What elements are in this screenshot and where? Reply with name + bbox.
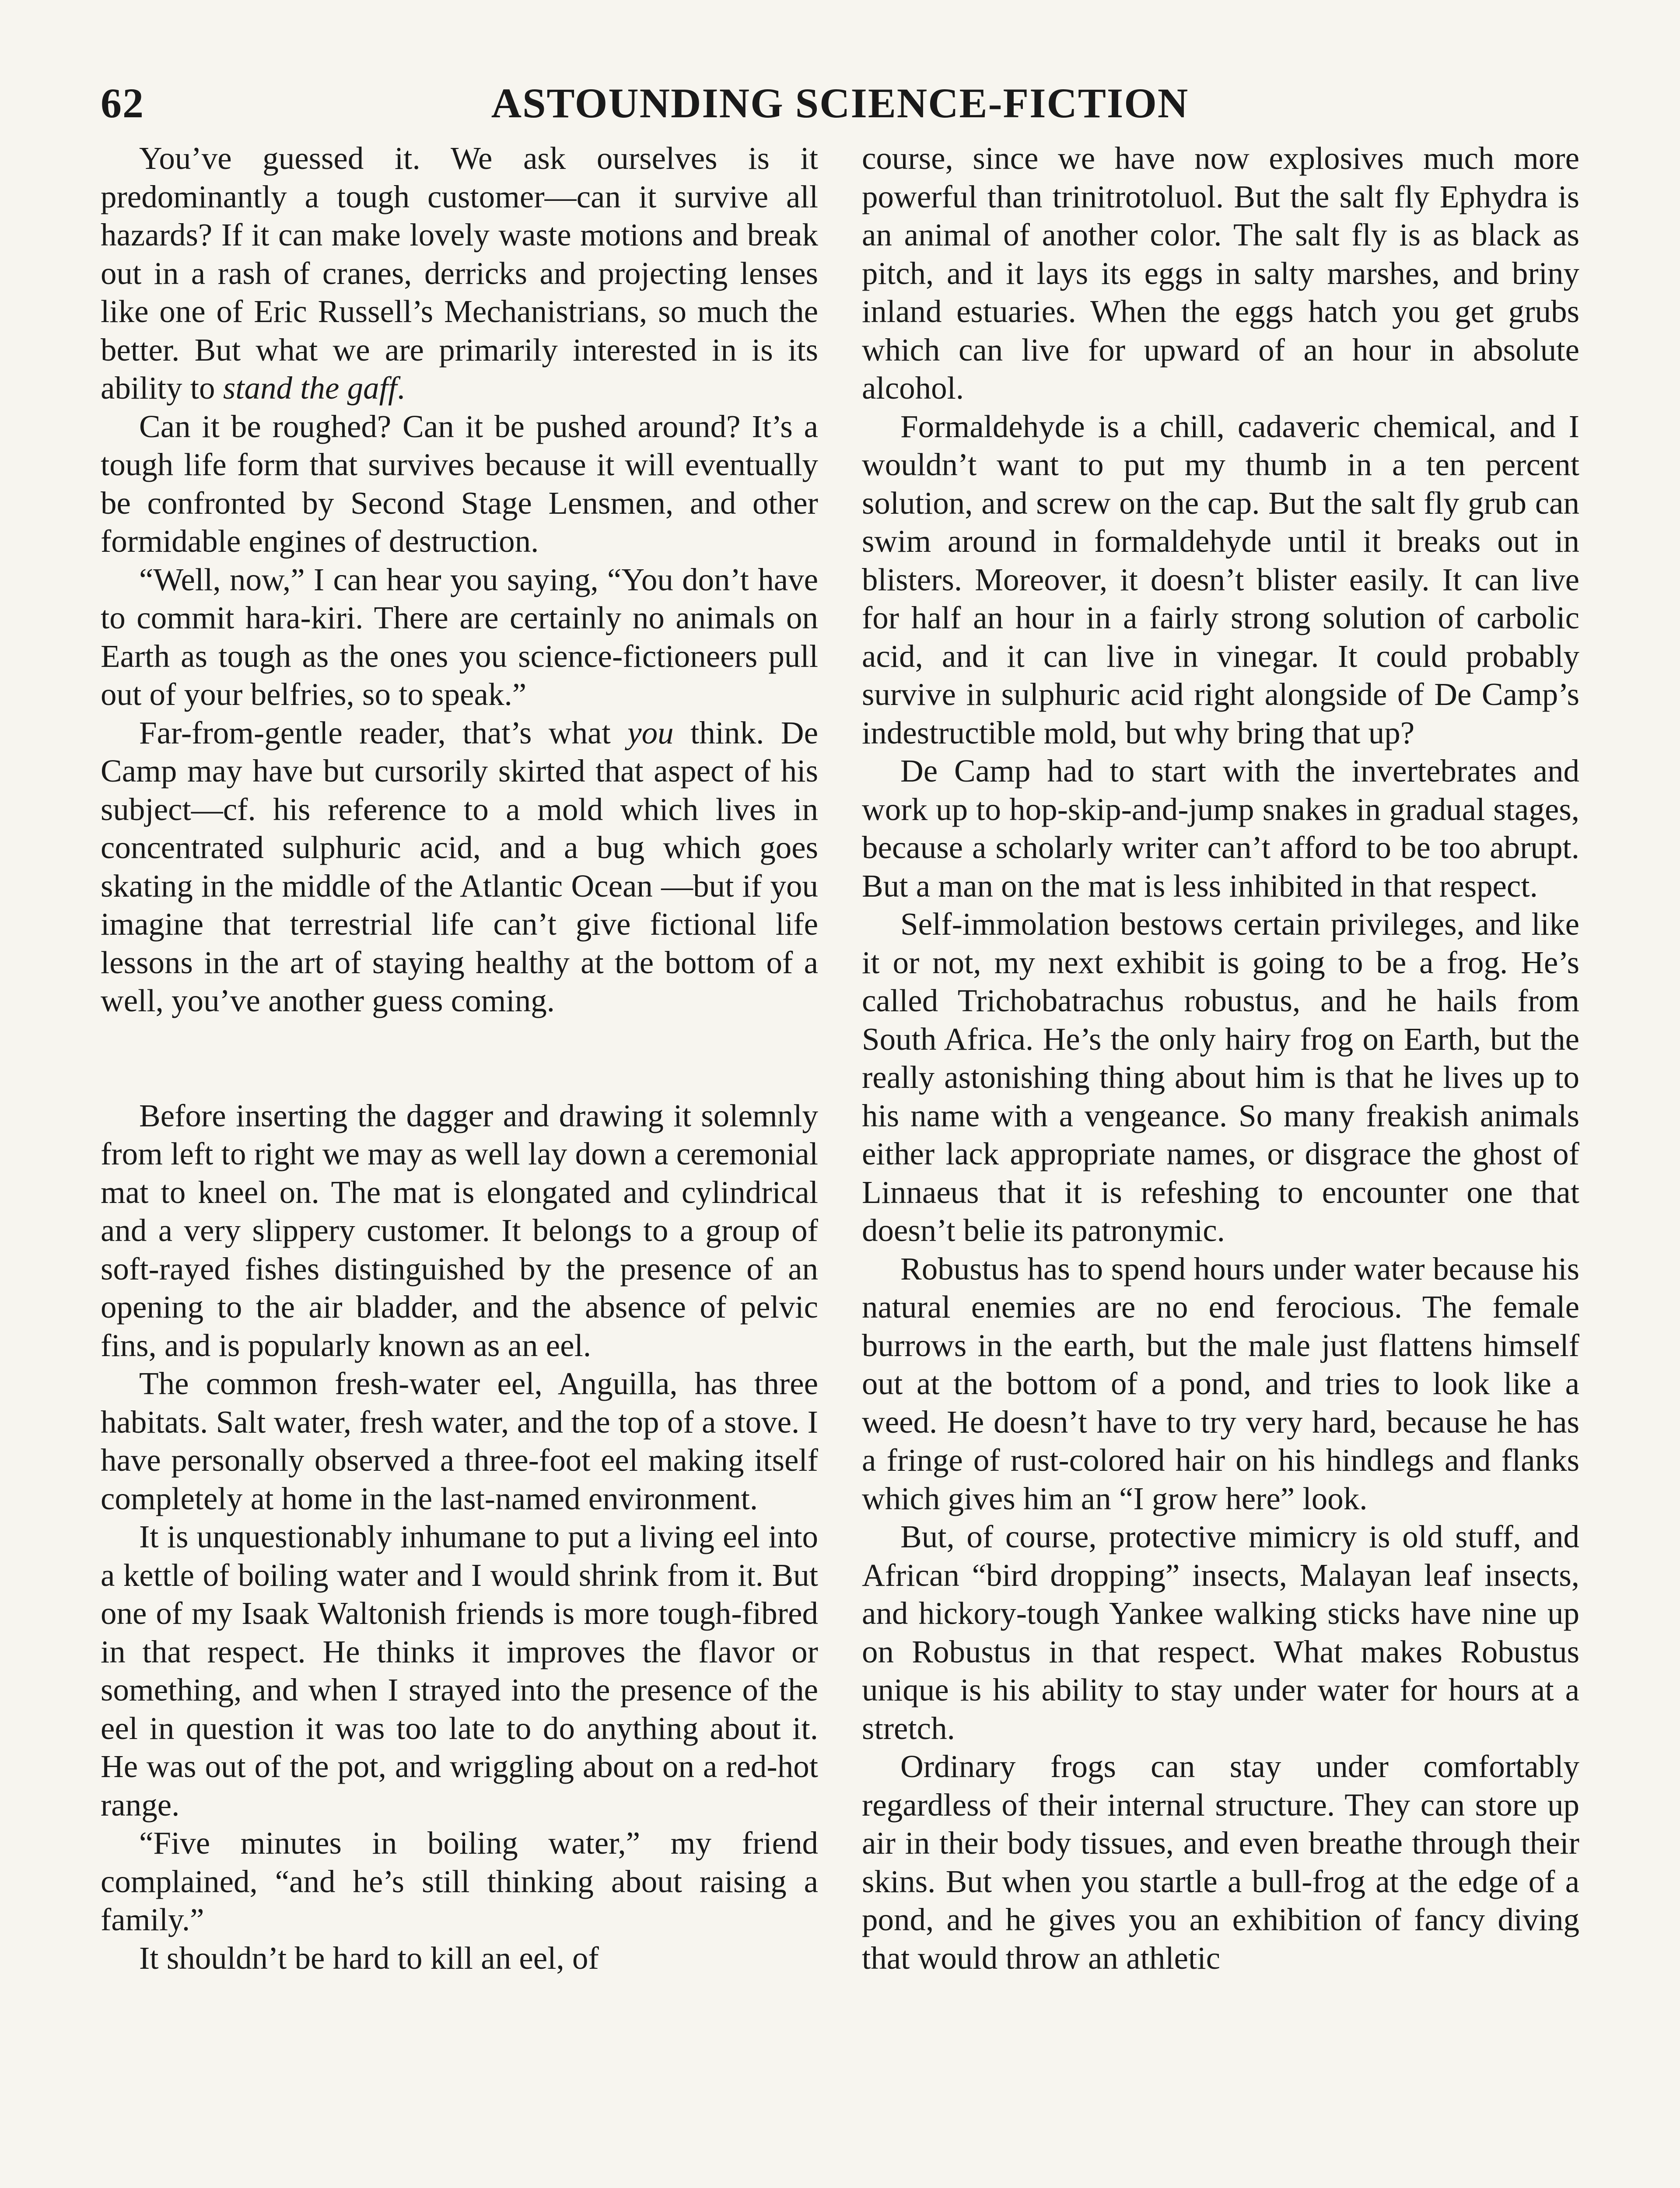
- paragraph: But, of course, protective mimicry is old stuff, and African “bird dropping” insects, Malayan leaf insects, and hickory-tough Yankee walking sticks have nine up on Robustus in that respect. What makes Robustus unique is his ability to stay under water for hours at a stretch.: [862, 1519, 1579, 1746]
- paragraph: “Well, now,” I can hear you saying, “You don’t have to commit hara-kiri. There are certainly no animals on Earth as tough as the ones you science-fictioneers pull out of your belfries, so to speak.”: [101, 561, 818, 712]
- paragraph: course, since we have now explosives much more powerful than trinitrotoluol. But the salt fly Ephydra is an animal of another color. The salt fly is as black as pitch, and it lays its eggs in salty marshes, and briny inland estuaries. When the eggs hatch you get grubs which can live for upward of an hour in absolute alcohol.: [862, 140, 1579, 406]
- paragraph: Formaldehyde is a chill, cadaveric chemical, and I wouldn’t want to put my thumb in a ten percent solution, and screw on the cap. But the salt fly grub can swim around in formaldehyde until it breaks out in blisters. Moreover, it doesn’t blister easily. It can live for half an hour in a fairly strong solution of carbolic acid, and it can live in vinegar. It could probably survive in sulphuric acid right alongside of De Camp’s indestructible mold, but why bring that up?: [862, 408, 1579, 750]
- right-column: [862, 139, 1579, 1977]
- paragraph: The common fresh-water eel, Anguilla, has three habitats. Salt water, fresh water, and the top of a stove. I have personally observed a three-foot eel making itself completely at home in the last-named environment.: [101, 1366, 818, 1516]
- paragraph: Ordinary frogs can stay under comfortably regardless of their internal structure. They can store up air in their body tissues, and even breathe through their skins. But when you startle a bull-frog at the edge of a pond, and he gives you an exhibition of fancy diving that would throw an athletic: [862, 1749, 1579, 1976]
- paragraph: Robustus has to spend hours under water because his natural enemies are no end ferocious. The female burrows in the earth, but the male just flattens himself out at the bottom of a pond, and tries to look like a weed. He doesn’t have to try very hard, because he has a fringe of rust-colored hair on his hindlegs and flanks which gives him an “I grow here” look.: [862, 1251, 1579, 1516]
- paragraph: It shouldn’t be hard to kill an eel, of: [139, 1940, 599, 1976]
- paragraph: Self-immolation bestows certain privileges, and like it or not, my next exhibit is going to be a frog. He’s called Trichobatrachus robustus, and he hails from South Africa. He’s the only hairy frog on Earth, but the really astonishing thing about him is that he lives up to his name with a vengeance. So many freakish animals either lack appropriate names, or disgrace the ghost of Linnaeus that it is refeshing to encounter one that doesn’t belie its patronymic.: [862, 906, 1579, 1248]
- paragraph: You’ve guessed it. We ask ourselves is it predominantly a tough customer—can it survive all hazards? If it can make lovely waste motions and break out in a rash of cranes, derricks and projecting lenses like one of Eric Russell’s Mechanistrians, so much the better. But what we are primarily interested in is its ability to stand the gaff.: [101, 140, 818, 406]
- emphasis: you: [627, 715, 674, 750]
- page-number: 62: [101, 80, 144, 126]
- page-header: [101, 70, 1579, 136]
- running-title: ASTOUNDING SCIENCE-FICTION: [491, 80, 1189, 126]
- paragraph: Can it be roughed? Can it be pushed around? It’s a tough life form that survives because it will eventually be confronted by Second Stage Lensmen, and other formidable engines of destruction.: [101, 408, 818, 559]
- emphasis: stand the gaff: [223, 370, 397, 406]
- paragraph: De Camp had to start with the invertebrates and work up to hop-skip-and-jump snakes in gradual stages, because a scholarly writer can’t afford to be too abrupt. But a man on the mat is less inhibited in that respect.: [862, 753, 1579, 904]
- paragraph: Before inserting the dagger and drawing it solemnly from left to right we may as well lay down a ceremonial mat to kneel on. The mat is elongated and cylindrical and a very slippery customer. It belongs to a group of soft-rayed fishes distinguished by the presence of an opening to the air bladder, and the absence of pelvic fins, and is popularly known as an eel.: [101, 1098, 818, 1363]
- paragraph: It is unquestionably inhumane to put a living eel into a kettle of boiling water and I would shrink from it. But one of my Isaak Waltonish friends is more tough-fibred in that respect. He thinks it improves the flavor or something, and when I strayed into the presence of the eel in question it was too late to do anything about it. He was out of the pot, and wriggling about on a red-hot range.: [101, 1519, 818, 1823]
- paragraph: “Five minutes in boiling water,” my friend complained, “and he’s still thinking about raising a family.”: [101, 1825, 818, 1937]
- left-column: [101, 139, 818, 1977]
- paragraph: Far-from-gentle reader, that’s what you think. De Camp may have but cursorily skirted that aspect of his subject—cf. his reference to a mold which lives in concentrated sulphuric acid, and a bug which goes skating in the middle of the Atlantic Ocean —but if you imagine that terrestrial life can’t give fictional life lessons in the art of staying healthy at the bottom of a well, you’ve another guess coming.: [101, 715, 818, 1018]
